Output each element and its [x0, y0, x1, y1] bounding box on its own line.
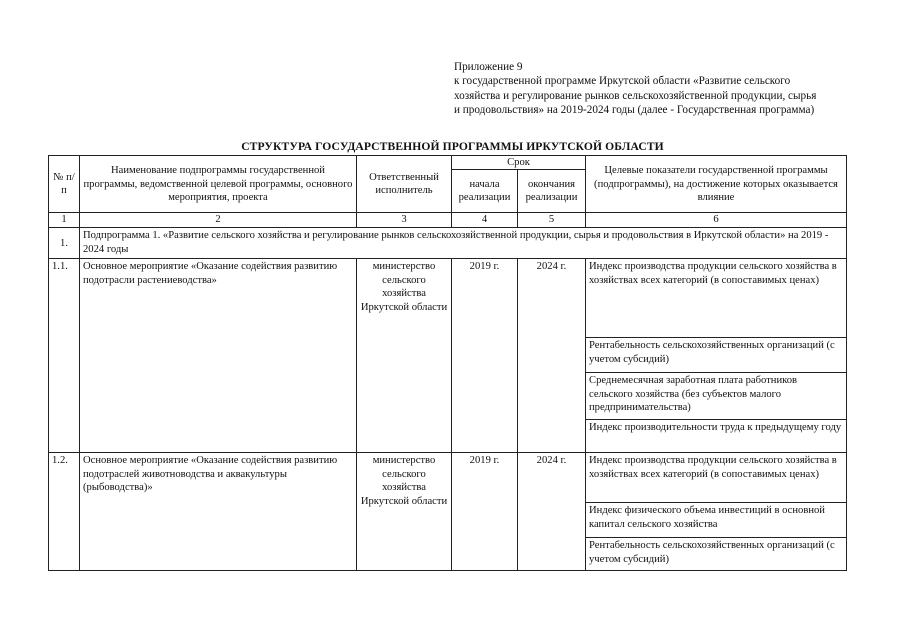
header-start: начала реализации	[452, 170, 518, 213]
row-end: 2024 г.	[518, 453, 586, 571]
col-number: 1	[49, 213, 80, 228]
appendix-line-1: Приложение 9	[454, 61, 523, 73]
row-executor: министерство сельского хозяйства Иркутской области	[357, 453, 452, 571]
col-number: 3	[357, 213, 452, 228]
row-indicator: Индекс производства продукции сельского хозяйства в хозяйствах всех категорий (в сопоставимых ценах)	[586, 453, 847, 503]
row-start: 2019 г.	[452, 453, 518, 571]
header-name: Наименование подпрограммы государственной программы, ведомственной целевой программы, основного мероприятия, проекта	[80, 156, 357, 213]
table-row	[49, 259, 847, 338]
appendix-note	[454, 60, 894, 118]
header-indicators: Целевые показатели государственной программы (подпрограммы), на достижение которых оказывается влияние	[586, 156, 847, 213]
header-row	[49, 156, 847, 170]
header-term: Срок	[452, 156, 586, 170]
program-structure-table	[48, 155, 847, 571]
subprogram-row	[49, 228, 847, 259]
row-indicator: Индекс физического объема инвестиций в основной капитал сельского хозяйства	[586, 503, 847, 538]
col-number: 4	[452, 213, 518, 228]
row-name: Основное мероприятие «Оказание содействия развитию подотраслей животноводства и аквакультуры (рыбоводства)»	[80, 453, 357, 571]
row-num: 1.1.	[49, 259, 80, 453]
subprogram-num: 1.	[49, 228, 80, 259]
row-indicator: Индекс производительности труда к предыдущему году	[586, 420, 847, 453]
row-num: 1.2.	[49, 453, 80, 571]
document-title: СТРУКТУРА ГОСУДАРСТВЕННОЙ ПРОГРАММЫ ИРКУТСКОЙ ОБЛАСТИ	[241, 140, 664, 153]
table-row	[49, 453, 847, 503]
row-name: Основное мероприятие «Оказание содействия развитию подотрасли растениеводства»	[80, 259, 357, 453]
appendix-line-3: хозяйства и регулирование рынков сельскохозяйственной продукции, сырья	[454, 89, 817, 102]
row-end: 2024 г.	[518, 259, 586, 453]
row-indicator: Индекс производства продукции сельского хозяйства в хозяйствах всех категорий (в сопоставимых ценах)	[586, 259, 847, 338]
subprogram-title: Подпрограмма 1. «Развитие сельского хозяйства и регулирование рынков сельскохозяйственной продукции, сырья и продовольствия в Иркутской области» на 2019 - 2024 годы	[80, 228, 847, 259]
row-start: 2019 г.	[452, 259, 518, 453]
appendix-line-2: к государственной программе Иркутской области «Развитие сельского	[454, 75, 791, 88]
col-number: 5	[518, 213, 586, 228]
appendix-line-4: и продовольствия» на 2019-2024 годы (далее - Государственная программа)	[454, 104, 815, 117]
row-indicator: Среднемесячная заработная плата работников сельского хозяйства (без субъектов малого предпринимательства)	[586, 373, 847, 420]
column-number-row	[49, 213, 847, 228]
row-executor: министерство сельского хозяйства Иркутской области	[357, 259, 452, 453]
header-end: окончания реализации	[518, 170, 586, 213]
header-executor: Ответственный исполнитель	[357, 156, 452, 213]
col-number: 6	[586, 213, 847, 228]
header-num: № п/п	[49, 156, 80, 213]
row-indicator: Рентабельность сельскохозяйственных организаций (с учетом субсидий)	[586, 538, 847, 571]
row-indicator: Рентабельность сельскохозяйственных организаций (с учетом субсидий)	[586, 338, 847, 373]
col-number: 2	[80, 213, 357, 228]
